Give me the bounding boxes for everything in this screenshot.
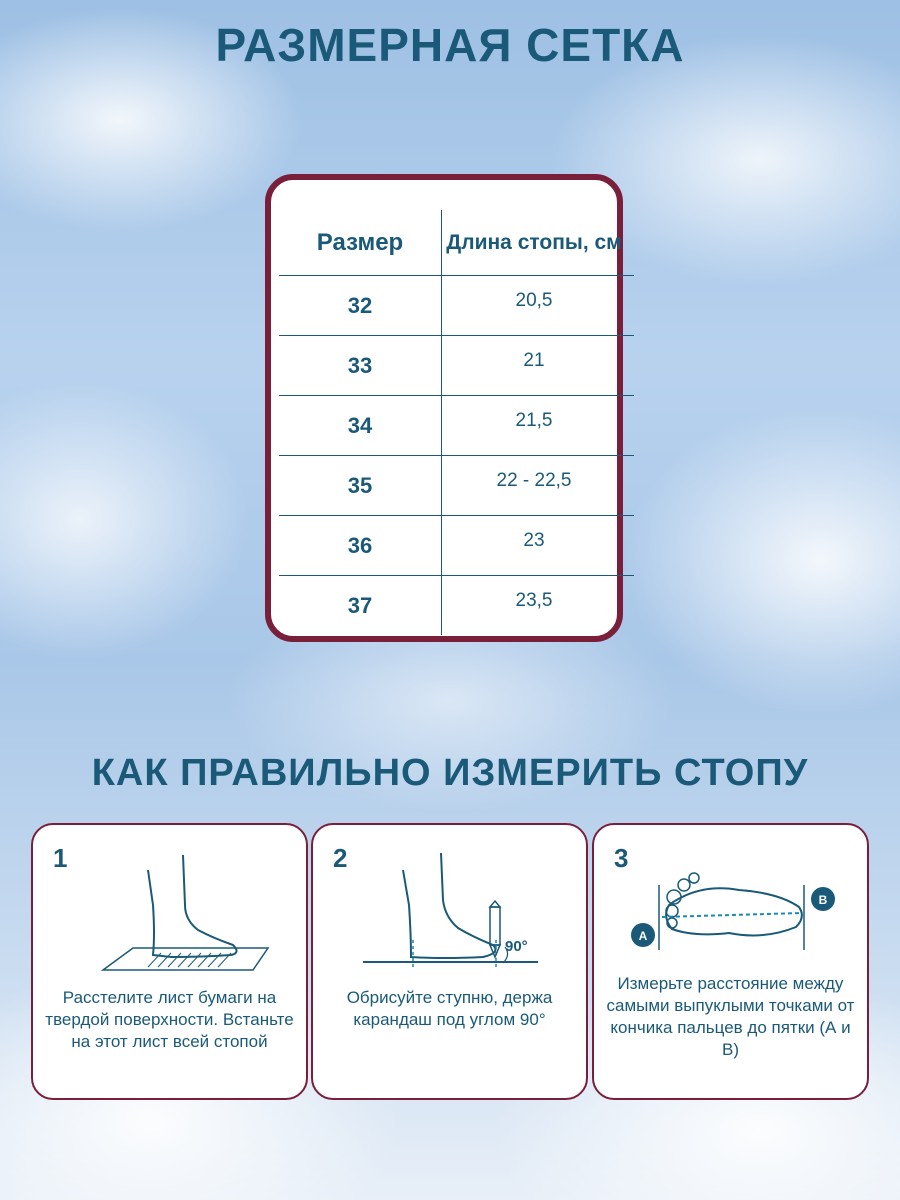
step-card-3 — [592, 823, 869, 1100]
length-value: 21 — [523, 350, 545, 371]
point-b-label: B — [818, 893, 828, 907]
step-text: Измерьте расстояние между самыми выпуклыми точками от кончика пальцев до пятки (А и В) — [606, 974, 855, 1060]
table-row — [279, 396, 634, 456]
foot-measure-icon — [614, 845, 849, 990]
point-a-label: A — [638, 929, 648, 943]
table-row — [279, 456, 634, 516]
section-title: КАК ПРАВИЛЬНО ИЗМЕРИТЬ СТОПУ — [91, 752, 809, 794]
length-value: 23 — [523, 530, 545, 551]
table-row — [279, 576, 634, 636]
step-card-2 — [311, 823, 588, 1100]
length-value: 23,5 — [515, 590, 553, 611]
angle-label: 90° — [505, 938, 528, 955]
step-card-1 — [31, 823, 308, 1100]
step-number: 2 — [333, 843, 348, 873]
length-value: 22 - 22,5 — [496, 470, 572, 491]
size-table — [265, 174, 623, 642]
table-row — [279, 276, 634, 336]
size-value: 37 — [347, 593, 373, 618]
size-value: 36 — [347, 533, 373, 558]
length-value: 20,5 — [515, 290, 553, 311]
table-row — [279, 336, 634, 396]
size-value: 35 — [347, 473, 373, 498]
step-number: 3 — [614, 843, 629, 873]
header-length: Длина стопы, см — [446, 230, 622, 254]
step-number: 1 — [53, 843, 68, 873]
foot-pencil-icon — [333, 845, 568, 990]
page-title: РАЗМЕРНАЯ СЕТКА — [215, 19, 685, 71]
size-value: 34 — [347, 413, 373, 438]
table-header-row — [279, 210, 634, 276]
size-value: 32 — [347, 293, 373, 318]
length-value: 21,5 — [515, 410, 553, 431]
header-size: Размер — [316, 229, 404, 256]
size-value: 33 — [347, 353, 373, 378]
foot-on-paper-icon — [53, 845, 288, 990]
table-row — [279, 516, 634, 576]
step-text: Расстелите лист бумаги на твердой поверхности. Встаньте на этот лист всей стопой — [45, 988, 294, 1052]
step-text: Обрисуйте ступню, держа карандаш под углом 90° — [346, 988, 553, 1030]
